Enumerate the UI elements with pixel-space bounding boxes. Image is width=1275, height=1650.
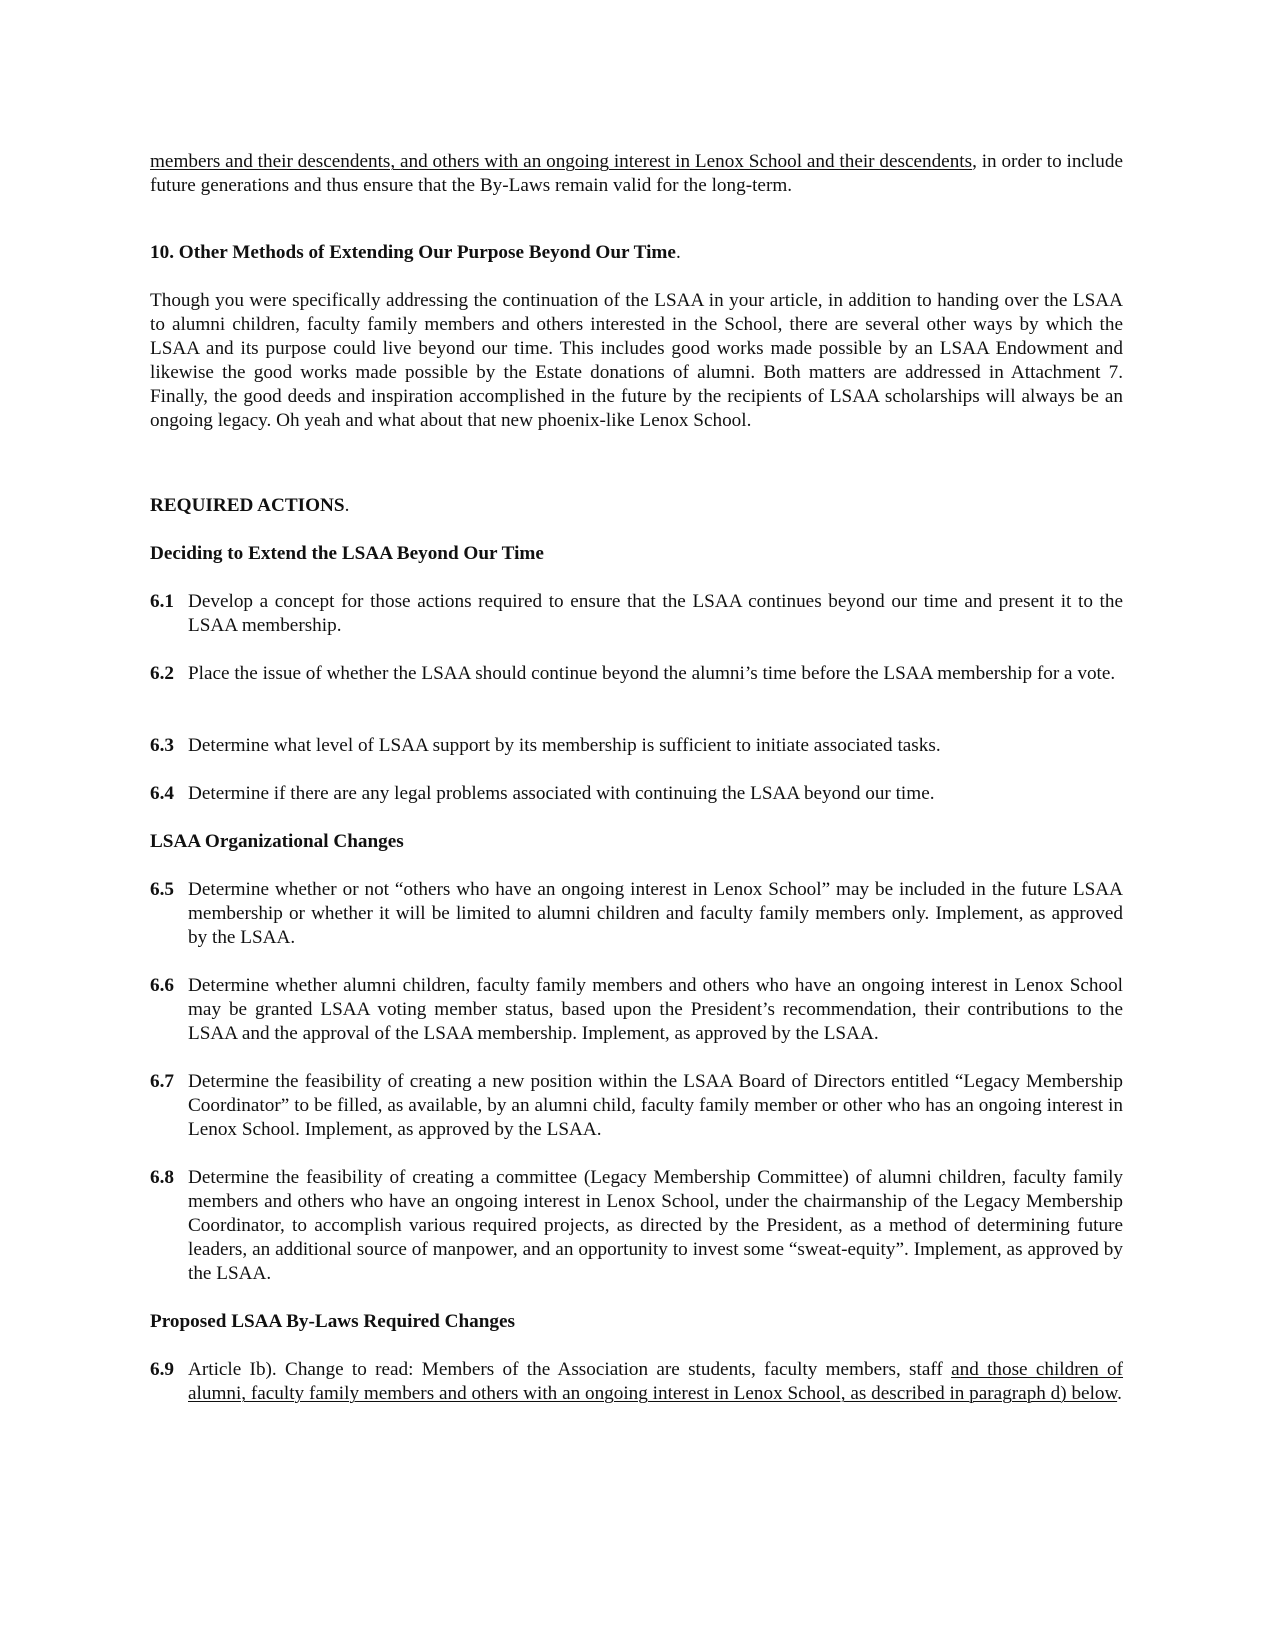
action-item-6-1 [150, 590, 1123, 638]
item-text: Develop a concept for those actions required to ensure that the LSAA continues beyond our time and present it to the LSAA membership. [188, 591, 1123, 636]
item-underlined-text: and those children of alumni, faculty family members and others with an ongoing interest in Lenox School, as described in paragraph d) below [188, 1359, 1124, 1404]
intro-underlined-text: members and their descendents, and others with an ongoing interest in Lenox School and their descendents [150, 151, 973, 172]
item-number: 6.5 [150, 879, 174, 900]
intro-paragraph [150, 150, 1123, 198]
item-number: 6.9 [150, 1359, 174, 1380]
item-text-end: . [1117, 1383, 1122, 1404]
item-text: Place the issue of whether the LSAA should continue beyond the alumni’s time before the LSAA membership for a vote. [188, 663, 1116, 684]
item-number: 6.1 [150, 591, 174, 612]
section-10-body: Though you were specifically addressing the continuation of the LSAA in your article, in addition to handing over the LSAA to alumni children, faculty family members and others interested in the School, there are several other ways by which the LSAA and its purpose could live beyond our time. This includes good works made possible by an LSAA Endowment and likewise the good works made possible by the Estate donations of alumni. Both matters are addressed in Attachment 7. Finally, the good deeds and inspiration accomplished in the future by the recipients of LSAA scholarships will always be an ongoing legacy. Oh yeah and what about that new phoenix-like Lenox School. [150, 290, 1123, 431]
section-10-heading: 10. Other Methods of Extending Our Purpose Beyond Our Time. [150, 242, 681, 263]
action-item-6-2 [150, 662, 1123, 686]
required-actions-heading: REQUIRED ACTIONS. [150, 495, 350, 516]
action-item-6-7 [150, 1070, 1123, 1142]
item-number: 6.6 [150, 975, 174, 996]
org-changes-heading: LSAA Organizational Changes [150, 831, 404, 852]
item-number: 6.4 [150, 783, 174, 804]
item-number: 6.7 [150, 1071, 174, 1092]
intro-text: , in order to include future generations and thus ensure that the By-Laws remain valid for the long-term. [150, 151, 1124, 196]
item-text: Determine what level of LSAA support by its membership is sufficient to initiate associated tasks. [188, 735, 941, 756]
item-number: 6.8 [150, 1167, 174, 1188]
item-text: Article Ib). Change to read: Members of the Association are students, faculty members, staff [188, 1359, 952, 1380]
action-item-6-4 [150, 782, 1123, 806]
deciding-heading: Deciding to Extend the LSAA Beyond Our Time [150, 543, 544, 564]
action-item-6-3 [150, 734, 1123, 758]
item-number: 6.3 [150, 735, 174, 756]
action-item-6-8 [150, 1166, 1123, 1286]
item-text: Determine whether alumni children, faculty family members and others who have an ongoing interest in Lenox School may be granted LSAA voting member status, based upon the President’s recommendation, their contributions to the LSAA and the approval of the LSAA membership. Implement, as approved by the LSAA. [188, 975, 1123, 1044]
action-item-6-5 [150, 878, 1123, 950]
bylaws-heading: Proposed LSAA By-Laws Required Changes [150, 1311, 515, 1332]
item-text: Determine if there are any legal problems associated with continuing the LSAA beyond our time. [188, 783, 935, 804]
item-text: Determine the feasibility of creating a new position within the LSAA Board of Directors entitled “Legacy Membership Coordinator” to be filled, as available, by an alumni child, faculty family member or other who has an ongoing interest in Lenox School. Implement, as approved by the LSAA. [188, 1071, 1123, 1140]
item-number: 6.2 [150, 663, 174, 684]
item-text: Determine whether or not “others who have an ongoing interest in Lenox School” may be included in the future LSAA membership or whether it will be limited to alumni children and faculty family members only. Implement, as approved by the LSAA. [188, 879, 1123, 948]
action-item-6-9 [150, 1358, 1123, 1406]
action-item-6-6 [150, 974, 1123, 1046]
item-text: Determine the feasibility of creating a committee (Legacy Membership Committee) of alumni children, faculty family members and others who have an ongoing interest in Lenox School, under the chairmanship of the Legacy Membership Coordinator, to accomplish various required projects, as directed by the President, as a method of determining future leaders, an additional source of manpower, and an opportunity to invest some “sweat-equity”. Implement, as approved by the LSAA. [188, 1167, 1123, 1284]
